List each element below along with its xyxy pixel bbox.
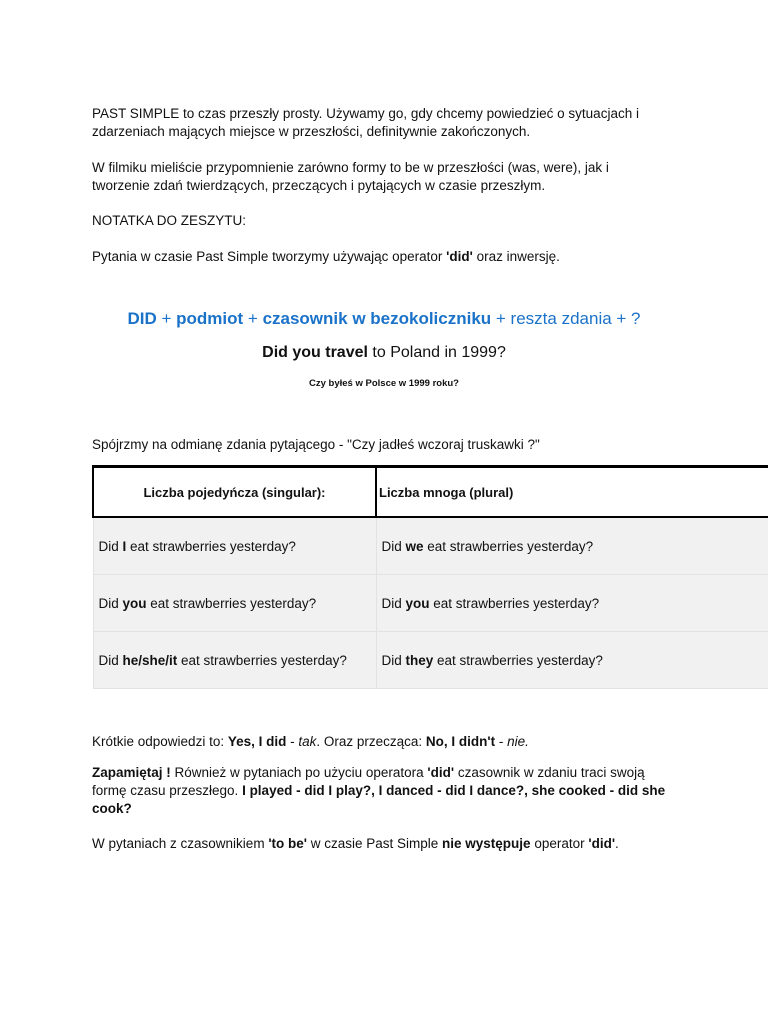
table-header-row: [93, 467, 768, 518]
cell-text: eat strawberries yesterday?: [177, 652, 347, 668]
formula-subject: podmiot: [176, 309, 244, 328]
header-plural: Liczba mnoga (plural): [376, 467, 768, 518]
conjugation-intro: Spójrzmy na odmianę zdania pytającego - "Czy jadłeś wczoraj truskawki ?": [92, 437, 540, 452]
formula-plus: +: [243, 309, 263, 328]
example-bold: Did you travel: [262, 344, 368, 361]
cell-pronoun: we: [405, 538, 424, 554]
cell-text: Did: [381, 595, 406, 611]
cell-text: eat strawberries yesterday?: [429, 595, 600, 611]
video-note-line-2: tworzenie zdań twierdzących, przeczących i pytających w czasie przeszłym.: [92, 178, 546, 193]
table-cell: [93, 517, 376, 575]
table-cell: [376, 517, 768, 575]
to-be-note-text: operator: [530, 836, 589, 851]
to-be-note-paragraph: [92, 835, 672, 853]
video-note-line-1: W filmiku mieliście przypomnienie zarówno formy to be w przeszłości (was, were), jak i: [92, 160, 609, 175]
to-be-note-end: .: [615, 836, 619, 851]
cell-pronoun: I: [122, 538, 127, 554]
notebook-heading: NOTATKA DO ZESZYTU:: [92, 213, 247, 228]
example-sentence: [0, 344, 768, 362]
cell-text: Did: [98, 595, 123, 611]
short-answers-paragraph: [92, 733, 672, 751]
remember-label: Zapamiętaj !: [92, 765, 171, 780]
to-be-note-text: w czasie Past Simple: [306, 836, 443, 851]
cell-text: Did: [381, 538, 406, 554]
formula-did: DID: [127, 309, 157, 328]
cell-pronoun: they: [405, 652, 434, 668]
questions-rule-keyword: 'did': [446, 249, 473, 264]
cell-text: eat strawberries yesterday?: [423, 538, 594, 554]
formula-plus: +: [156, 309, 177, 328]
conjugation-table: [92, 465, 768, 689]
to-be-did: 'did': [588, 836, 616, 851]
short-answer-tak: tak: [298, 734, 317, 749]
remember-text: Również w pytaniach po użyciu operatora: [170, 765, 428, 780]
questions-rule-text-end: oraz inwersję.: [472, 249, 560, 264]
video-note-paragraph: [92, 159, 672, 195]
table-cell: [93, 632, 376, 689]
example-translation: Czy byłeś w Polsce w 1999 roku?: [309, 378, 459, 389]
to-be-keyword: 'to be': [268, 836, 307, 851]
short-answer-no: No, I didn't: [425, 734, 496, 749]
remember-examples: I played - did I play?, I danced - did I dance?, she cooked - did she cook?: [92, 783, 666, 816]
cell-text: Did: [98, 538, 123, 554]
cell-text: Did: [98, 652, 123, 668]
questions-rule-text: Pytania w czasie Past Simple tworzymy używając operator: [92, 249, 447, 264]
cell-text: eat strawberries yesterday?: [146, 595, 317, 611]
formula-rest: + reszta zdania + ?: [491, 309, 641, 328]
question-formula: [0, 309, 768, 329]
cell-text: eat strawberries yesterday?: [126, 538, 296, 554]
questions-rule-paragraph: [92, 248, 672, 266]
short-answers-text: Krótkie odpowiedzi to:: [92, 734, 228, 749]
table-cell: [93, 575, 376, 632]
short-answers-dash: -: [286, 734, 299, 749]
table-cell: [376, 632, 768, 689]
cell-pronoun: you: [405, 595, 430, 611]
short-answer-yes: Yes, I did: [227, 734, 287, 749]
remember-paragraph: [92, 764, 676, 818]
short-answers-dash: -: [495, 734, 508, 749]
short-answers-text: . Oraz przecząca:: [316, 734, 426, 749]
intro-paragraph: [92, 105, 672, 141]
intro-line-1: PAST SIMPLE to czas przeszły prosty. Używamy go, gdy chcemy powiedzieć o sytuacjach i: [92, 106, 639, 121]
header-singular: Liczba pojedyńcza (singular):: [93, 467, 376, 518]
table-row: [93, 517, 768, 575]
example-rest: to Poland in 1999?: [367, 344, 506, 361]
cell-pronoun: he/she/it: [122, 652, 178, 668]
to-be-absent: nie występuje: [442, 836, 531, 851]
table-row: [93, 632, 768, 689]
formula-verb: czasownik w bezokoliczniku: [262, 309, 492, 328]
remember-did: 'did': [427, 765, 455, 780]
to-be-note-text: W pytaniach z czasownikiem: [92, 836, 269, 851]
cell-text: eat strawberries yesterday?: [433, 652, 603, 668]
remember-text: czasownik w zdaniu traci swoją formę czasu przeszłego.: [92, 765, 645, 798]
intro-line-2: zdarzeniach mających miejsce w przeszłości, definitywnie zakończonych.: [92, 124, 531, 139]
cell-text: Did: [381, 652, 406, 668]
table-cell: [376, 575, 768, 632]
short-answer-nie: nie.: [507, 734, 529, 749]
cell-pronoun: you: [122, 595, 147, 611]
table-row: [93, 575, 768, 632]
